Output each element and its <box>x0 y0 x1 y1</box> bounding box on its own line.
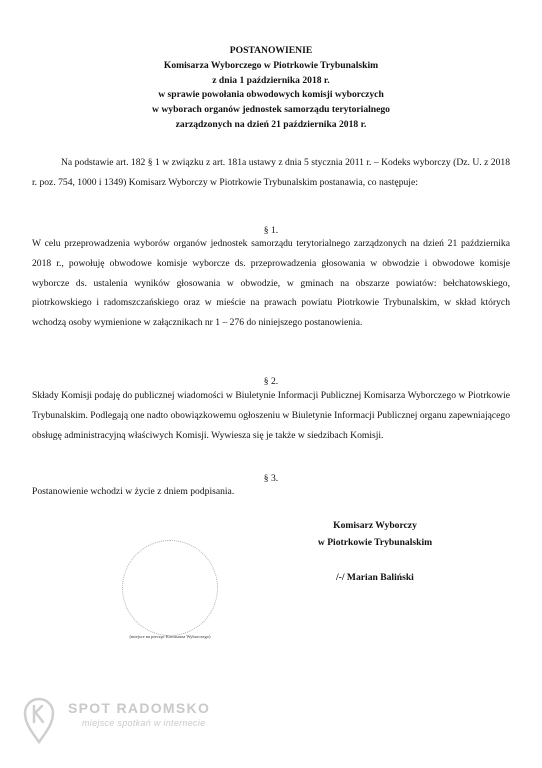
signer-location: w Piotrkowie Trybunalskim <box>317 536 433 548</box>
seal-placeholder <box>122 540 218 636</box>
section-3-text: Postanowienie wchodzi w życie z dniem podpisania. <box>32 486 235 497</box>
section-2-text: Składy Komisji podaję do publicznej wiadomości w Biuletynie Informacji Publicznej Komisarza Wyborczego w Piotrkowie Trybunalskim. Podlegają one nadto obowiązkowemu ogłoszeniu w Biuletynie Informacji Publicznej organu zapewniającego obsługę administracyjną właściwych Komisji. Wywiesza się je także w siedzibach Komisji. <box>32 390 510 441</box>
section-1-text: W celu przeprowadzenia wyborów organów jednostek samorządu terytorialnego zarządzonych na dzień 21 października 2018 r., powołuję obwodowe komisje wyborcze ds. przeprowadzenia głosowania w obwodzie i obwodowe komisje wyborcze ds. ustalenia wyników głosowania w obwodzie, w gminach na obszarze powiatów: bełchatowskiego, piotrkowskiego i radomszczańskiego oraz w mieście na prawach powiatu Piotrkowie Trybunalskim, w skład których wchodzą osoby wymienione w załącznikach nr 1 – 276 do niniejszego postanowienia. <box>32 238 510 329</box>
seal-caption: (miejsce na pieczęć Komisarza Wyborczego) <box>129 634 211 639</box>
section-2-mark: § 2. <box>263 376 279 387</box>
watermark-subtitle: miejsce spotkań w internecie <box>82 718 206 728</box>
signer-title: Komisarz Wyborczy <box>333 520 417 531</box>
spot-radomsko-logo-icon <box>22 695 56 745</box>
signature-block <box>290 518 460 551</box>
document-type: POSTANOWIENIE <box>229 45 313 56</box>
signer-name: /-/ Marian Baliński <box>336 572 414 583</box>
subject-line-2: w wyborach organów jednostek samorządu terytorialnego <box>152 104 390 116</box>
section-1-mark: § 1. <box>263 225 279 236</box>
issue-date: z dnia 1 października 2018 r. <box>212 74 330 86</box>
subject-line-1: w sprawie powołania obwodowych komisji wyborczych <box>158 89 384 101</box>
document-header <box>0 44 542 133</box>
subject-line-3: zarządzonych na dzień 21 października 2018 r. <box>175 118 367 130</box>
issuer: Komisarza Wyborczego w Piotrkowie Trybunalskim <box>163 59 379 71</box>
section-3-mark: § 3. <box>263 473 279 484</box>
intro-paragraph: Na podstawie art. 182 § 1 w związku z art. 181a ustawy z dnia 5 stycznia 2011 r. – Kodeks wyborczy (Dz. U. z 2018 r. poz. 754, 1000 i 1349) Komisarz Wyborczy w Piotrkowie Trybunalskim postanawia, co następuje: <box>32 157 510 188</box>
watermark-title: SPOT RADOMSKO <box>68 700 211 716</box>
